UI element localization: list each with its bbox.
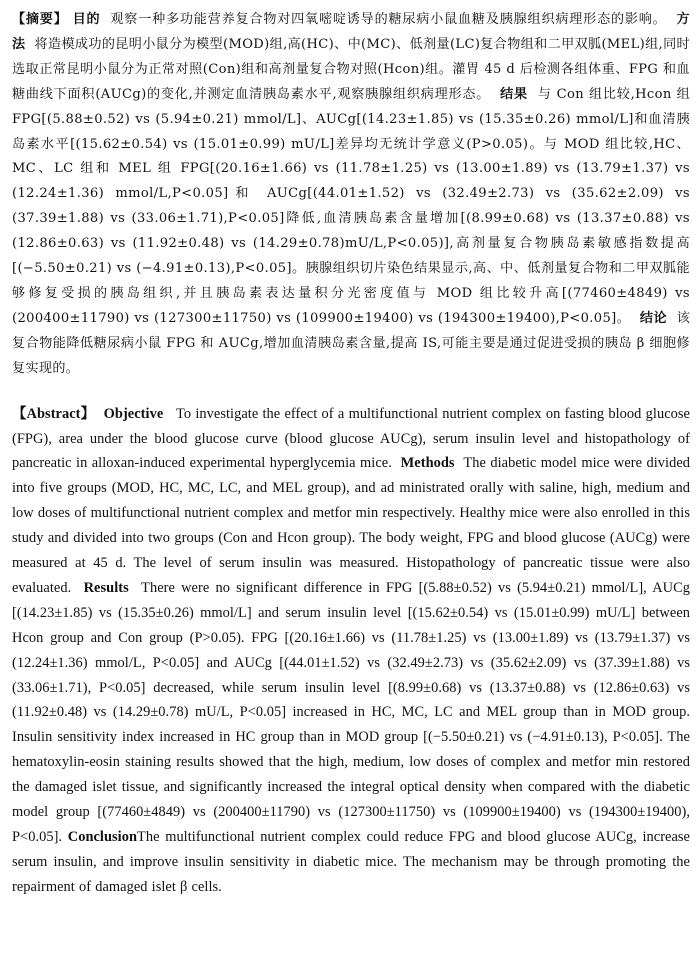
chinese-abstract <box>12 8 690 382</box>
zh-conclusion-text: 该复合物能降低糖尿病小鼠 FPG 和 AUCg,增加血清胰岛素含量,提高 IS,可能主要是通过促进受损的胰岛 β 细胞修复实现的。 <box>12 310 691 376</box>
zh-objective-text: 观察一种多功能营养复合物对四氧嘧啶诱导的糖尿病小鼠血糖及胰腺组织病理形态的影响。 <box>110 12 667 27</box>
zh-methods-label: 方法 <box>12 12 690 52</box>
zh-conclusion-label: 结论 <box>639 310 668 326</box>
en-abstract-tag: 【Abstract】 <box>12 405 96 422</box>
zh-results-label: 结果 <box>500 86 528 102</box>
en-conclusion-label: Conclusion <box>67 829 138 845</box>
zh-objective-label: 目的 <box>72 12 101 27</box>
en-methods-text: The diabetic model mice were divided into five groups (MOD, HC, MC, LC, and MEL group), and ad ministrated orally with saline, high, medium and low doses of multifunctional nutrient complex and metfor min respectively. Healthy mice were also enrolled in this study and divided into two groups (Con and Hcon group). The body weight, FPG and blood glucose (AUCg) were measured at 45 d. The level of serum insulin was measured. Histopathology of pancreatic tissue were also evaluated. <box>12 455 691 596</box>
en-objective-text: To investigate the effect of a multifunctional nutrient complex on fasting blood glucose (FPG), area under the blood glucose curve (blood glucose AUCg), serum insulin level and histopathology of pancreatic in alloxan-induced experimental hyperglycemia mice. <box>12 405 690 472</box>
english-abstract <box>12 402 690 900</box>
zh-abstract-tag: 【摘要】 <box>12 12 68 27</box>
en-conclusion-text: The multifunctional nutrient complex could reduce FPG and blood glucose AUCg, increase serum insulin, and improve insulin sensitivity in diabetic mice. The mechanism may be through promoting the repairment of damaged islet β cells. <box>12 829 690 895</box>
zh-methods-text: 将造模成功的昆明小鼠分为模型(MOD)组,高(HC)、中(MC)、低剂量(LC)复合物组和二甲双胍(MEL)组,同时选取正常昆明小鼠分为正常对照(Con)组和高剂量复合物对照(Hcon)组。灌胃 45 d 后检测各组体重、FPG 和血糖曲线下面积(AUCg)的变化,并测定血清胰岛素水平,观察胰腺组织病理形态。 <box>12 36 690 102</box>
en-objective-label: Objective <box>103 405 164 422</box>
en-results-label: Results <box>83 579 129 596</box>
zh-results-text: 与 Con 组比较,Hcon 组 FPG[(5.88±0.52) vs (5.94±0.21) mmol/L]、AUCg[(14.23±1.85) vs (15.35±0.26) mmol/L]和血清胰岛素水平[(15.62±0.54) vs (15.01±0.99) mU/L]差异均无统计学意义(P>0.05)。与 MOD 组比较,HC、MC、LC 组和 MEL 组 FPG[(20.16±1.66) vs (11.78±1.25) vs (13.00±1.89) vs (13.79±1.37) vs (12.24±1.36) mmol/L,P<0.05]和 AUCg[(44.01±1.52) vs (32.49±2.73) vs (35.62±2.09) vs (37.39±1.88) vs (33.06±1.71),P<0.05]降低,血清胰岛素含量增加[(8.99±0.68) vs (13.37±0.88) vs (12.86±0.63) vs (11.92±0.48) vs (14.29±0.78)mU/L,P<0.05)],高剂量复合物胰岛素敏感指数提高[(−5.50±0.21) vs (−4.91±0.13),P<0.05]。胰腺组织切片染色结果显示,高、中、低剂量复合物和二甲双胍能够修复受损的胰岛组织,并且胰岛素表达量积分光密度值与 MOD 组比较升高[(77460±4849) vs (200400±11790) vs (127300±11750) vs (109900±19400) vs (194300±19400),P<0.05]。 <box>12 86 691 326</box>
en-methods-label: Methods <box>400 455 455 472</box>
en-results-text: There were no significant difference in FPG [(5.88±0.52) vs (5.94±0.21) mmol/L], AUCg [(14.23±1.85) vs (15.35±0.26) mmol/L] and serum insulin level [(15.62±0.54) vs (15.01±0.99) mU/L] between Hcon group and Con group (P>0.05). FPG [(20.16±1.66) vs (11.78±1.25) vs (13.00±1.89) vs (13.79±1.37) vs (12.24±1.36) mmol/L, P<0.05] and AUCg [(44.01±1.52) vs (32.49±2.73) vs (35.62±2.09) vs (37.39±1.88) vs (33.06±1.71), P<0.05] decreased, while serum insulin level [(8.99±0.68) vs (13.37±0.88) vs (12.86±0.63) vs (11.92±0.48) vs (14.29±0.78) mU/L, P<0.05] increased in HC, MC, LC and MEL group than in MOD group. Insulin sensitivity index increased in HC group than in MOD group [(−5.50±0.21) vs (−4.91±0.13), P<0.05]. The hematoxylin-eosin staining results showed that the high, medium, low doses of complex and metfor min restored the damaged islet tissue, and significantly increased the integral optical density when compared with the diabetic model group [(77460±4849) vs (200400±11790) vs (127300±11750) vs (109900±19400) vs (194300±19400), P<0.05]. <box>12 579 690 845</box>
